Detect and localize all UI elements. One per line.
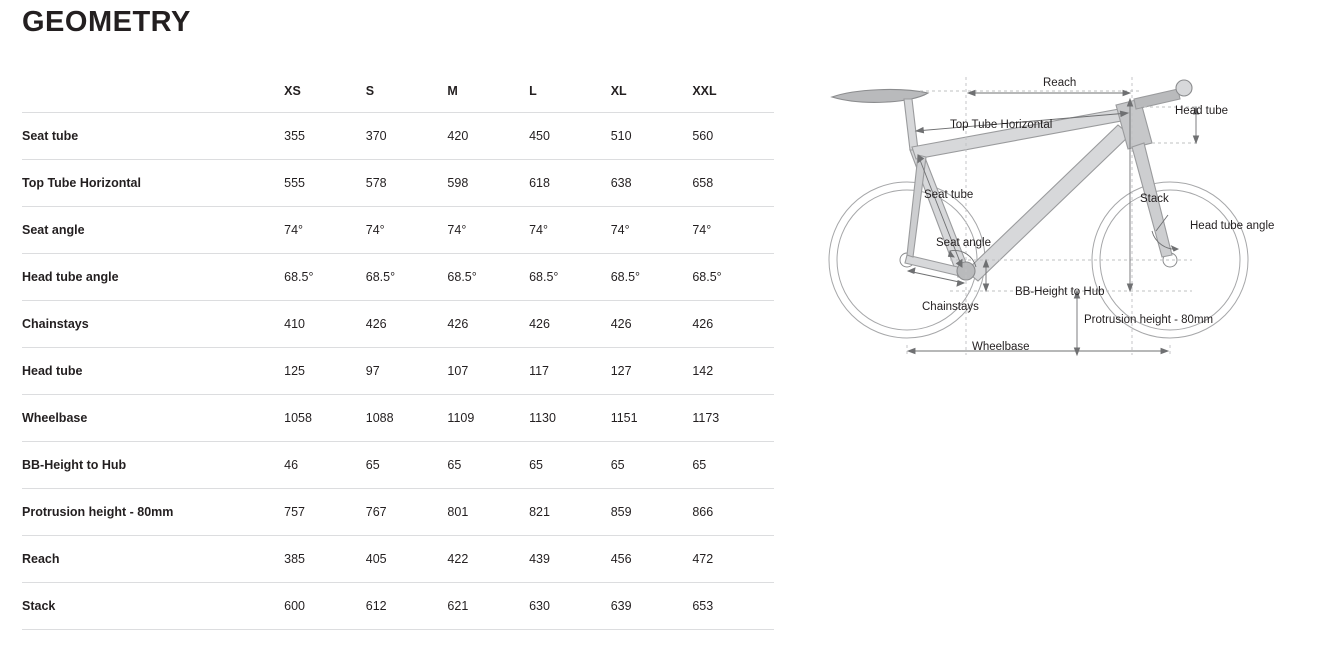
- cell-value: 560: [692, 112, 774, 159]
- chainstay-arrow-left: [908, 268, 915, 273]
- cell-value: 46: [284, 441, 366, 488]
- table-row: [22, 582, 774, 629]
- cell-value: 74°: [366, 206, 448, 253]
- cell-value: 1130: [529, 394, 611, 441]
- cell-value: 1088: [366, 394, 448, 441]
- cell-value: 355: [284, 112, 366, 159]
- label-top-tube-horizontal: Top Tube Horizontal: [950, 119, 1053, 131]
- column-header-l: L: [529, 70, 611, 112]
- cell-value: 757: [284, 488, 366, 535]
- row-label: Protrusion height - 80mm: [22, 488, 284, 535]
- label-wheelbase: Wheelbase: [972, 341, 1030, 353]
- label-reach: Reach: [1043, 77, 1077, 89]
- cell-value: 422: [447, 535, 529, 582]
- row-label: Reach: [22, 535, 284, 582]
- cell-value: 74°: [611, 206, 693, 253]
- label-seat-tube: Seat tube: [924, 189, 974, 201]
- row-label: Head tube angle: [22, 253, 284, 300]
- cell-value: 426: [366, 300, 448, 347]
- column-header-s: S: [366, 70, 448, 112]
- chainstay-arrow-right: [957, 281, 964, 286]
- cell-value: 65: [611, 441, 693, 488]
- row-label: Chainstays: [22, 300, 284, 347]
- saddle: [832, 90, 928, 103]
- cell-value: 426: [447, 300, 529, 347]
- row-label: Seat angle: [22, 206, 284, 253]
- table-row: [22, 441, 774, 488]
- table-row: [22, 535, 774, 582]
- cell-value: 801: [447, 488, 529, 535]
- cell-value: 638: [611, 159, 693, 206]
- cell-value: 65: [692, 441, 774, 488]
- cell-value: 510: [611, 112, 693, 159]
- table-row: [22, 206, 774, 253]
- row-label: BB-Height to Hub: [22, 441, 284, 488]
- cell-value: 1173: [692, 394, 774, 441]
- geometry-diagram: [800, 55, 1310, 385]
- cell-value: 1058: [284, 394, 366, 441]
- row-label: Stack: [22, 582, 284, 629]
- seatstay: [907, 155, 926, 257]
- cell-value: 125: [284, 347, 366, 394]
- protrusion-arrow-bottom: [1074, 348, 1079, 355]
- cell-value: 653: [692, 582, 774, 629]
- cell-value: 420: [447, 112, 529, 159]
- cell-value: 117: [529, 347, 611, 394]
- table-header-row: [22, 70, 774, 112]
- column-header-xxl: XXL: [692, 70, 774, 112]
- handlebar: [1176, 80, 1192, 96]
- cell-value: 1109: [447, 394, 529, 441]
- table-row: [22, 112, 774, 159]
- cell-value: 639: [611, 582, 693, 629]
- page-title: GEOMETRY: [22, 6, 191, 38]
- cell-value: 142: [692, 347, 774, 394]
- cell-value: 618: [529, 159, 611, 206]
- row-label: Seat tube: [22, 112, 284, 159]
- cell-value: 65: [447, 441, 529, 488]
- cell-value: 612: [366, 582, 448, 629]
- cell-value: 385: [284, 535, 366, 582]
- cell-value: 68.5°: [366, 253, 448, 300]
- cell-value: 598: [447, 159, 529, 206]
- column-header-m: M: [447, 70, 529, 112]
- head-angle-arrow: [1172, 246, 1178, 251]
- table-row: [22, 488, 774, 535]
- column-header-xl: XL: [611, 70, 693, 112]
- cell-value: 439: [529, 535, 611, 582]
- head-tube-arrow-bottom: [1193, 136, 1198, 143]
- cell-value: 405: [366, 535, 448, 582]
- cell-value: 68.5°: [692, 253, 774, 300]
- cell-value: 370: [366, 112, 448, 159]
- cell-value: 68.5°: [447, 253, 529, 300]
- cell-value: 74°: [692, 206, 774, 253]
- label-head-tube: Head tube: [1175, 105, 1229, 117]
- label-head-tube-angle: Head tube angle: [1190, 220, 1275, 232]
- stem: [1134, 89, 1180, 109]
- cell-value: 555: [284, 159, 366, 206]
- cell-value: 97: [366, 347, 448, 394]
- geometry-table: [22, 70, 774, 630]
- cell-value: 456: [611, 535, 693, 582]
- frame-tubes: [832, 80, 1192, 281]
- cell-value: 65: [529, 441, 611, 488]
- table-row: [22, 159, 774, 206]
- cell-value: 859: [611, 488, 693, 535]
- row-label: Top Tube Horizontal: [22, 159, 284, 206]
- cell-value: 450: [529, 112, 611, 159]
- cell-value: 74°: [284, 206, 366, 253]
- label-protrusion-height: Protrusion height - 80mm: [1084, 314, 1214, 326]
- down-tube: [966, 125, 1130, 281]
- cell-value: 107: [447, 347, 529, 394]
- cell-value: 821: [529, 488, 611, 535]
- cell-value: 426: [692, 300, 774, 347]
- cell-value: 658: [692, 159, 774, 206]
- geometry-table-container: [22, 70, 774, 630]
- cell-value: 1151: [611, 394, 693, 441]
- cell-value: 68.5°: [529, 253, 611, 300]
- wheelbase-arrow-right: [1161, 348, 1168, 353]
- table-row: [22, 253, 774, 300]
- table-row: [22, 300, 774, 347]
- table-header: [22, 70, 774, 112]
- bb-height-arrow-bottom: [983, 284, 988, 291]
- label-bb-height-to-hub: BB-Height to Hub: [1015, 286, 1105, 298]
- cell-value: 426: [611, 300, 693, 347]
- column-header-xs: XS: [284, 70, 366, 112]
- row-label: Wheelbase: [22, 394, 284, 441]
- cell-value: 578: [366, 159, 448, 206]
- column-header-measure: [22, 70, 284, 112]
- seatpost: [904, 99, 918, 150]
- cell-value: 600: [284, 582, 366, 629]
- table-body: [22, 112, 774, 629]
- cell-value: 767: [366, 488, 448, 535]
- cell-value: 426: [529, 300, 611, 347]
- cell-value: 65: [366, 441, 448, 488]
- label-seat-angle: Seat angle: [936, 237, 991, 249]
- cell-value: 472: [692, 535, 774, 582]
- label-stack: Stack: [1140, 193, 1169, 205]
- cell-value: 127: [611, 347, 693, 394]
- cell-value: 74°: [529, 206, 611, 253]
- table-row: [22, 347, 774, 394]
- cell-value: 68.5°: [611, 253, 693, 300]
- cell-value: 866: [692, 488, 774, 535]
- table-row: [22, 394, 774, 441]
- label-chainstays: Chainstays: [922, 301, 979, 313]
- row-label: Head tube: [22, 347, 284, 394]
- top-tube-arrow-left: [916, 128, 924, 133]
- cell-value: 621: [447, 582, 529, 629]
- wheelbase-arrow-left: [908, 348, 915, 353]
- cell-value: 74°: [447, 206, 529, 253]
- cell-value: 630: [529, 582, 611, 629]
- cell-value: 410: [284, 300, 366, 347]
- cell-value: 68.5°: [284, 253, 366, 300]
